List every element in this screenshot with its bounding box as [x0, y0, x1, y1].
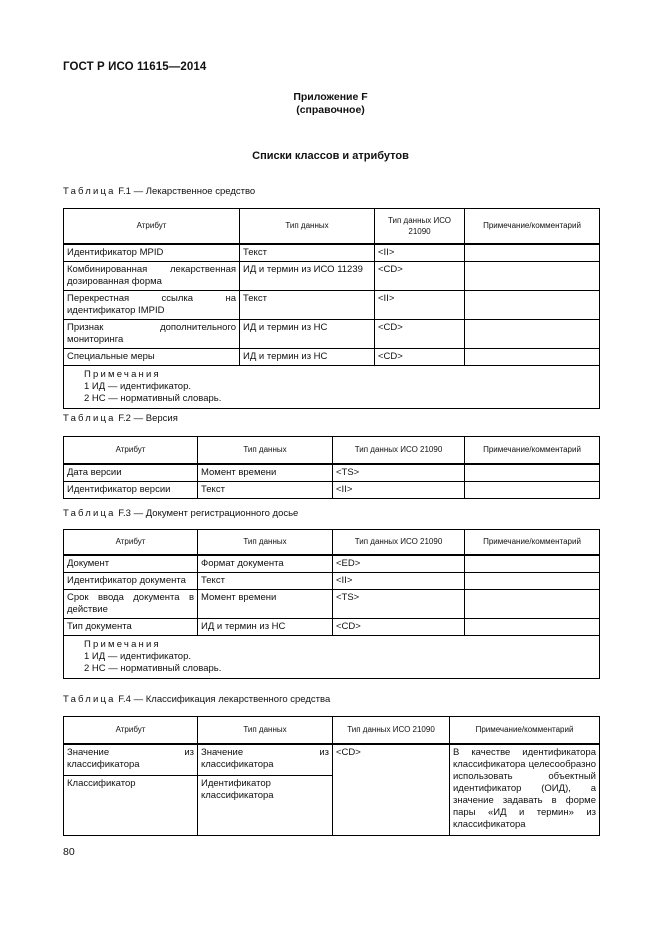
table-notes	[64, 365, 600, 408]
table-caption-f3	[63, 508, 298, 519]
caption-text: F.2 — Версия	[118, 413, 178, 424]
table-cell: Значение из классификатора	[198, 744, 333, 776]
table-cell: Текст	[240, 244, 375, 262]
table-f1	[63, 208, 600, 409]
table-cell	[465, 348, 600, 365]
table-cell: Текст	[198, 572, 333, 589]
caption-text: F.4 — Классификация лекарственного средства	[118, 694, 331, 705]
notes-heading: Примечания	[84, 638, 161, 650]
table-cell: <CD>	[375, 319, 465, 348]
table-cell: <TS>	[333, 589, 465, 618]
table-cell	[465, 319, 600, 348]
table-cell: <CD>	[375, 261, 465, 290]
column-header: Тип данных	[198, 437, 333, 464]
table-f2	[63, 436, 600, 499]
table-word: Таблица	[63, 186, 116, 197]
column-header: Тип данных ИСО 21090	[375, 209, 465, 244]
table-cell	[465, 589, 600, 618]
table-cell: Комбинированная лекарственная дозированная форма	[64, 261, 240, 290]
table-cell	[465, 481, 600, 498]
column-header: Тип данных	[240, 209, 375, 244]
table-cell: <CD>	[333, 744, 450, 836]
column-header: Тип данных	[198, 717, 333, 744]
table-notes	[64, 635, 600, 678]
table-cell	[465, 290, 600, 319]
table-cell: Специальные меры	[64, 348, 240, 365]
appendix-subtitle: (справочное)	[296, 104, 365, 116]
column-header: Атрибут	[64, 437, 198, 464]
table-cell: Перекрестная ссылка на идентификатор IMPID	[64, 290, 240, 319]
table-cell: <CD>	[375, 348, 465, 365]
column-header: Атрибут	[64, 717, 198, 744]
note-item: 2 НС — нормативный словарь.	[84, 392, 222, 404]
table-cell: ИД и термин из НС	[198, 618, 333, 635]
table-cell: В качестве идентификатора классификатора целесообразно использовать объектный идентификатор (ОИД), а значение задавать в форме пары «ИД и термин» из классификатора	[450, 744, 600, 836]
table-cell: ИД и термин из ИСО 11239	[240, 261, 375, 290]
table-cell: Тип документа	[64, 618, 198, 635]
note-item: 1 ИД — идентификатор.	[84, 380, 192, 392]
table-cell: <II>	[375, 244, 465, 262]
caption-text: F.3 — Документ регистрационного досье	[118, 508, 299, 519]
column-header: Тип данных	[198, 530, 333, 555]
table-cell: Формат документа	[198, 555, 333, 573]
table-cell	[465, 572, 600, 589]
notes-heading: Примечания	[84, 368, 161, 380]
column-header: Тип данных ИСО 21090	[333, 717, 450, 744]
table-cell: <ED>	[333, 555, 465, 573]
document-header: ГОСТ Р ИСО 11615—2014	[63, 61, 207, 73]
column-header: Примечание/комментарий	[465, 209, 600, 244]
appendix-title: Приложение F	[293, 91, 368, 103]
table-cell: Значение из классификатора	[64, 744, 198, 776]
table-cell	[465, 261, 600, 290]
table-cell: ИД и термин из НС	[240, 319, 375, 348]
column-header: Примечание/комментарий	[450, 717, 600, 744]
section-title: Списки классов и атрибутов	[252, 150, 409, 162]
table-cell: Срок ввода документа в действие	[64, 589, 198, 618]
table-cell: Момент времени	[198, 464, 333, 482]
table-cell: Идентификатор документа	[64, 572, 198, 589]
table-cell: <II>	[333, 481, 465, 498]
table-word: Таблица	[63, 694, 116, 705]
page-number: 80	[63, 846, 75, 858]
table-cell: <II>	[333, 572, 465, 589]
table-cell	[465, 555, 600, 573]
table-cell: Дата версии	[64, 464, 198, 482]
column-header: Атрибут	[64, 530, 198, 555]
table-cell: Текст	[198, 481, 333, 498]
table-cell: Признак дополнительного мониторинга	[64, 319, 240, 348]
table-cell: Идентификатор классификатора	[198, 775, 333, 835]
table-cell: ИД и термин из НС	[240, 348, 375, 365]
table-f4	[63, 716, 600, 836]
table-cell: <TS>	[333, 464, 465, 482]
table-cell: Идентификатор версии	[64, 481, 198, 498]
column-header: Тип данных ИСО 21090	[333, 530, 465, 555]
table-cell: Документ	[64, 555, 198, 573]
table-f3	[63, 529, 600, 679]
table-cell	[465, 464, 600, 482]
note-item: 2 НС — нормативный словарь.	[84, 662, 222, 674]
column-header: Примечание/комментарий	[465, 437, 600, 464]
caption-text: F.1 — Лекарственное средство	[118, 186, 256, 197]
table-word: Таблица	[63, 413, 116, 424]
table-cell: <II>	[375, 290, 465, 319]
table-cell	[465, 618, 600, 635]
table-cell: Идентификатор MPID	[64, 244, 240, 262]
table-cell: Текст	[240, 290, 375, 319]
table-word: Таблица	[63, 508, 116, 519]
column-header: Примечание/комментарий	[465, 530, 600, 555]
table-caption-f4	[63, 694, 330, 705]
note-item: 1 ИД — идентификатор.	[84, 650, 192, 662]
column-header: Атрибут	[64, 209, 240, 244]
table-caption-f1	[63, 186, 255, 197]
table-cell: Классификатор	[64, 775, 198, 835]
table-cell: <CD>	[333, 618, 465, 635]
column-header: Тип данных ИСО 21090	[333, 437, 465, 464]
table-cell: Момент времени	[198, 589, 333, 618]
table-cell	[465, 244, 600, 262]
table-caption-f2	[63, 413, 178, 424]
